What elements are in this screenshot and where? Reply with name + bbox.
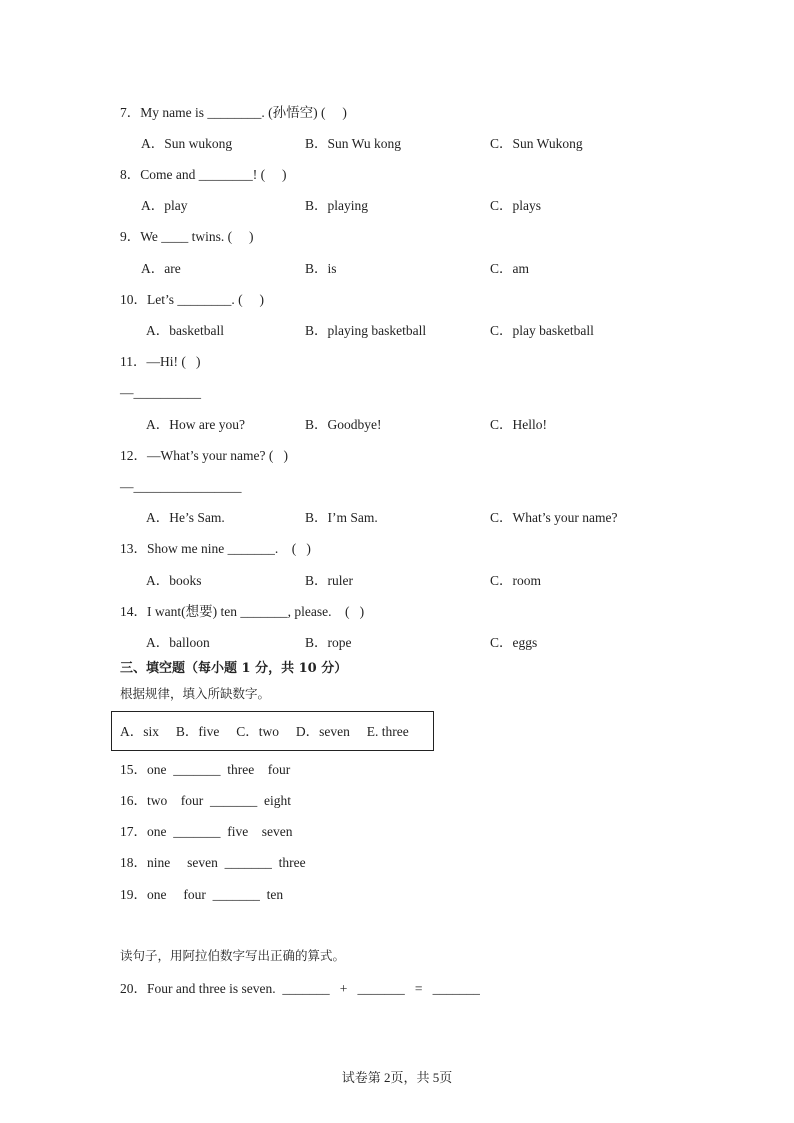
question-14-option-b[interactable]: B．rope: [305, 635, 352, 650]
question-7-stem: 7．My name is ________. (孙悟空) ( ): [120, 105, 347, 120]
section-3-heading: 三、填空题（每小题 1 分，共 10 分）: [120, 661, 348, 676]
section-3-instruction: 根据规律，填入所缺数字。: [120, 686, 271, 701]
question-12-stem: 12．—What’s your name? ( ): [120, 448, 288, 463]
question-8-option-b[interactable]: B．playing: [305, 198, 368, 213]
question-14-option-c[interactable]: C．eggs: [490, 635, 538, 650]
question-12-option-a[interactable]: A．He’s Sam.: [146, 510, 225, 525]
question-12-answer-line[interactable]: —________________: [120, 479, 242, 494]
question-7-option-b[interactable]: B．Sun Wu kong: [305, 136, 401, 151]
fill-question-16[interactable]: 16．two four _______ eight: [120, 793, 291, 808]
question-10-stem: 10．Let’s ________. ( ): [120, 292, 264, 307]
page-footer: 试卷第 2页，共 5页: [341, 1070, 453, 1085]
math-question-20[interactable]: 20．Four and three is seven. _______ + _______ = _______: [120, 981, 480, 996]
question-13-option-b[interactable]: B．ruler: [305, 573, 353, 588]
question-13-option-a[interactable]: A．books: [146, 573, 202, 588]
math-section-instruction: 读句子，用阿拉伯数字写出正确的算式。: [120, 948, 346, 963]
question-9-option-b[interactable]: B．is: [305, 261, 337, 276]
question-11-option-b[interactable]: B．Goodbye!: [305, 417, 382, 432]
question-7-option-c[interactable]: C．Sun Wukong: [490, 136, 583, 151]
question-13-stem: 13．Show me nine _______. ( ): [120, 541, 311, 556]
question-12-option-c[interactable]: C．What’s your name?: [490, 510, 618, 525]
question-9-option-c[interactable]: C．am: [490, 261, 529, 276]
fill-question-19[interactable]: 19．one four _______ ten: [120, 887, 284, 902]
question-11-option-a[interactable]: A．How are you?: [146, 417, 245, 432]
question-11-option-c[interactable]: C．Hello!: [490, 417, 547, 432]
question-10-option-c[interactable]: C．play basketball: [490, 323, 594, 338]
question-14-stem: 14．I want(想要) ten _______, please. ( ): [120, 604, 365, 619]
question-10-option-a[interactable]: A．basketball: [146, 323, 224, 338]
question-11-stem: 11．—Hi! ( ): [120, 354, 201, 369]
question-14-option-a[interactable]: A．balloon: [146, 635, 210, 650]
question-8-option-a[interactable]: A．play: [141, 198, 188, 213]
question-7-option-a[interactable]: A．Sun wukong: [141, 136, 233, 151]
question-11-answer-line[interactable]: —__________: [120, 385, 201, 400]
fill-question-18[interactable]: 18．nine seven _______ three: [120, 855, 306, 870]
question-12-option-b[interactable]: B．I’m Sam.: [305, 510, 378, 525]
question-8-stem: 8．Come and ________! ( ): [120, 167, 287, 182]
question-10-option-b[interactable]: B．playing basketball: [305, 323, 427, 338]
word-bank-box: [111, 711, 434, 751]
fill-question-17[interactable]: 17．one _______ five seven: [120, 824, 293, 839]
question-8-option-c[interactable]: C．plays: [490, 198, 542, 213]
question-9-option-a[interactable]: A．are: [141, 261, 181, 276]
question-13-option-c[interactable]: C．room: [490, 573, 542, 588]
question-9-stem: 9．We ____ twins. ( ): [120, 229, 254, 244]
word-bank-options: A．six B．five C．two D．seven E. three: [120, 724, 409, 739]
fill-question-15[interactable]: 15．one _______ three four: [120, 762, 291, 777]
